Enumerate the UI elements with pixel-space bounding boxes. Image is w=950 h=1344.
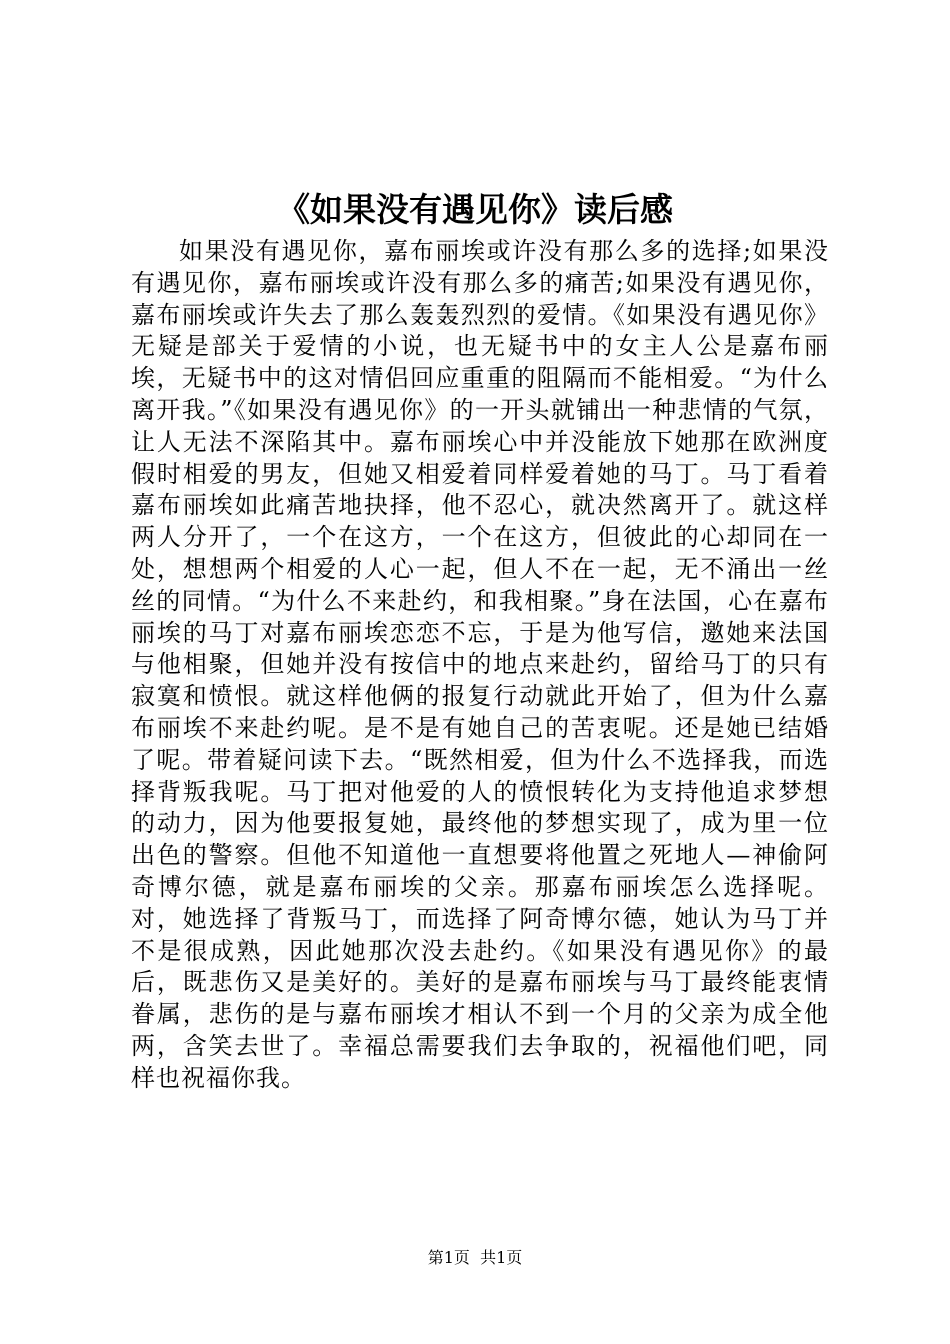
page-footer xyxy=(0,1248,950,1268)
page-title: 《如果没有遇见你》读后感 xyxy=(277,190,673,229)
page-number-total: 共1页 xyxy=(480,1248,523,1267)
body-paragraph: 如果没有遇见你，嘉布丽埃或许没有那么多的选择;如果没有遇见你，嘉布丽埃或许没有那么多的痛苦;如果没有遇见你，嘉布丽埃或许失去了那么轰轰烈烈的爱情。《如果没有遇见你》无疑是部关于爱情的小说，也无疑书中的女主人公是嘉布丽埃，无疑书中的这对情侣回应重重的阻隔而不能相爱。“为什么离开我。”《如果没有遇见你》的一开头就铺出一种悲情的气氛，让人无法不深陷其中。嘉布丽埃心中并没能放下她那在欧洲度假时相爱的男友，但她又相爱着同样爱着她的马丁。马丁看着嘉布丽埃如此痛苦地抉择，他不忍心，就决然离开了。就这样两人分开了，一个在这方，一个在这方，但彼此的心却同在一处，想想两个相爱的人心一起，但人不在一起，无不涌出一丝丝的同情。“为什么不来赴约，和我相聚。”身在法国，心在嘉布丽埃的马丁对嘉布丽埃恋恋不忘，于是为他写信，邀她来法国与他相聚，但她并没有按信中的地点来赴约，留给马丁的只有寂寞和愤恨。就这样他俩的报复行动就此开始了，但为什么嘉布丽埃不来赴约呢。是不是有她自己的苦衷呢。还是她已结婚了呢。带着疑问读下去。“既然相爱，但为什么不选择我，而选择背叛我呢。马丁把对他爱的人的愤恨转化为支持他追求梦想的动力，因为他要报复她，最终他的梦想实现了，成为里一位出色的警察。但他不知道他一直想要将他置之死地人—神偷阿奇博尔德，就是嘉布丽埃的父亲。那嘉布丽埃怎么选择呢。对，她选择了背叛马丁，而选择了阿奇博尔德，她认为马丁并不是很成熟，因此她那次没去赴约。《如果没有遇见你》的最后，既悲伤又是美好的。美好的是嘉布丽埃与马丁最终能衷情眷属，悲伤的是与嘉布丽埃才相认不到一个月的父亲为成全他两，含笑去世了。幸福总需要我们去争取的，祝福他们吧，同样也祝福你我。 xyxy=(131,237,829,1092)
page-number-current: 第1页 xyxy=(427,1248,470,1267)
